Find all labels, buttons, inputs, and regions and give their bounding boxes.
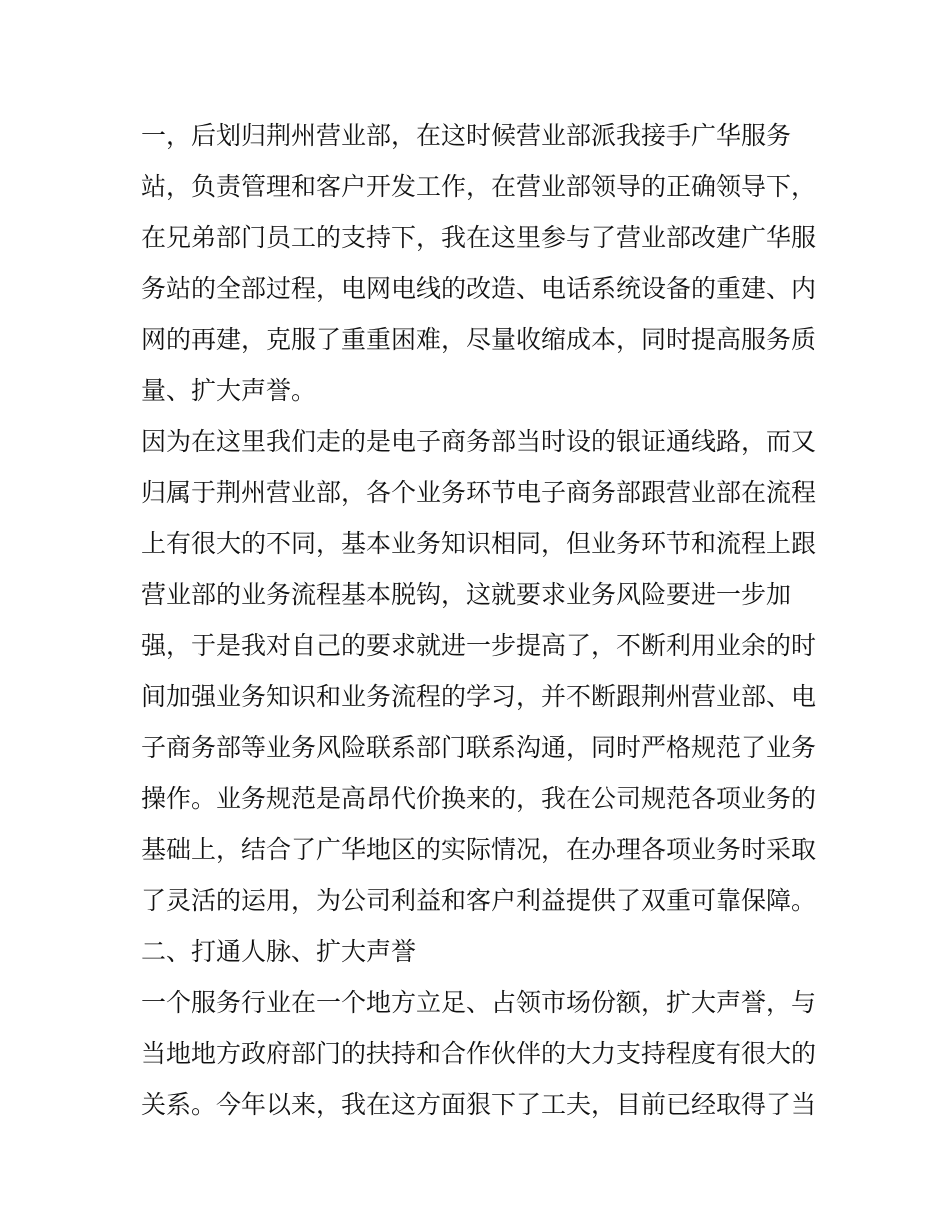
- text-line: 因为在这里我们走的是电子商务部当时设的银证通线路，而又: [141, 427, 817, 456]
- body-text: [141, 110, 821, 1130]
- text-line: 量、扩大声誉。: [141, 376, 317, 405]
- text-line: 关系。今年以来，我在这方面狠下了工夫，目前已经取得了当: [141, 1090, 817, 1119]
- text-line: 强，于是我对自己的要求就进一步提高了，不断利用业余的时: [141, 631, 817, 660]
- text-line: 站，负责管理和客户开发工作，在营业部领导的正确领导下，: [141, 172, 817, 201]
- text-line: 一个服务行业在一个地方立足、占领市场份额，扩大声誉，与: [141, 988, 817, 1017]
- text-line: 在兄弟部门员工的支持下，我在这里参与了营业部改建广华服: [141, 223, 817, 252]
- text-line: 子商务部等业务风险联系部门联系沟通，同时严格规范了业务: [141, 733, 817, 762]
- text-line: 了灵活的运用，为公司利益和客户利益提供了双重可靠保障。: [141, 886, 817, 915]
- text-line: 网的再建，克服了重重困难，尽量收缩成本，同时提高服务质: [141, 325, 817, 354]
- text-line: 务站的全部过程，电网电线的改造、电话系统设备的重建、内: [141, 274, 817, 303]
- text-line: 操作。业务规范是高昂代价换来的，我在公司规范各项业务的: [141, 784, 817, 813]
- text-line: 当地地方政府部门的扶持和合作伙伴的大力支持程度有很大的: [141, 1039, 817, 1068]
- text-line: 营业部的业务流程基本脱钩，这就要求业务风险要进一步加: [141, 580, 792, 609]
- section-heading: 二、打通人脉、扩大声誉: [141, 937, 417, 966]
- text-line: 上有很大的不同，基本业务知识相同，但业务环节和流程上跟: [141, 529, 817, 558]
- text-line: 归属于荆州营业部，各个业务环节电子商务部跟营业部在流程: [141, 478, 817, 507]
- text-line: 间加强业务知识和业务流程的学习，并不断跟荆州营业部、电: [141, 682, 817, 711]
- text-line: 基础上，结合了广华地区的实际情况，在办理各项业务时采取: [141, 835, 817, 864]
- text-line: 一，后划归荆州营业部，在这时候营业部派我接手广华服务: [141, 121, 792, 150]
